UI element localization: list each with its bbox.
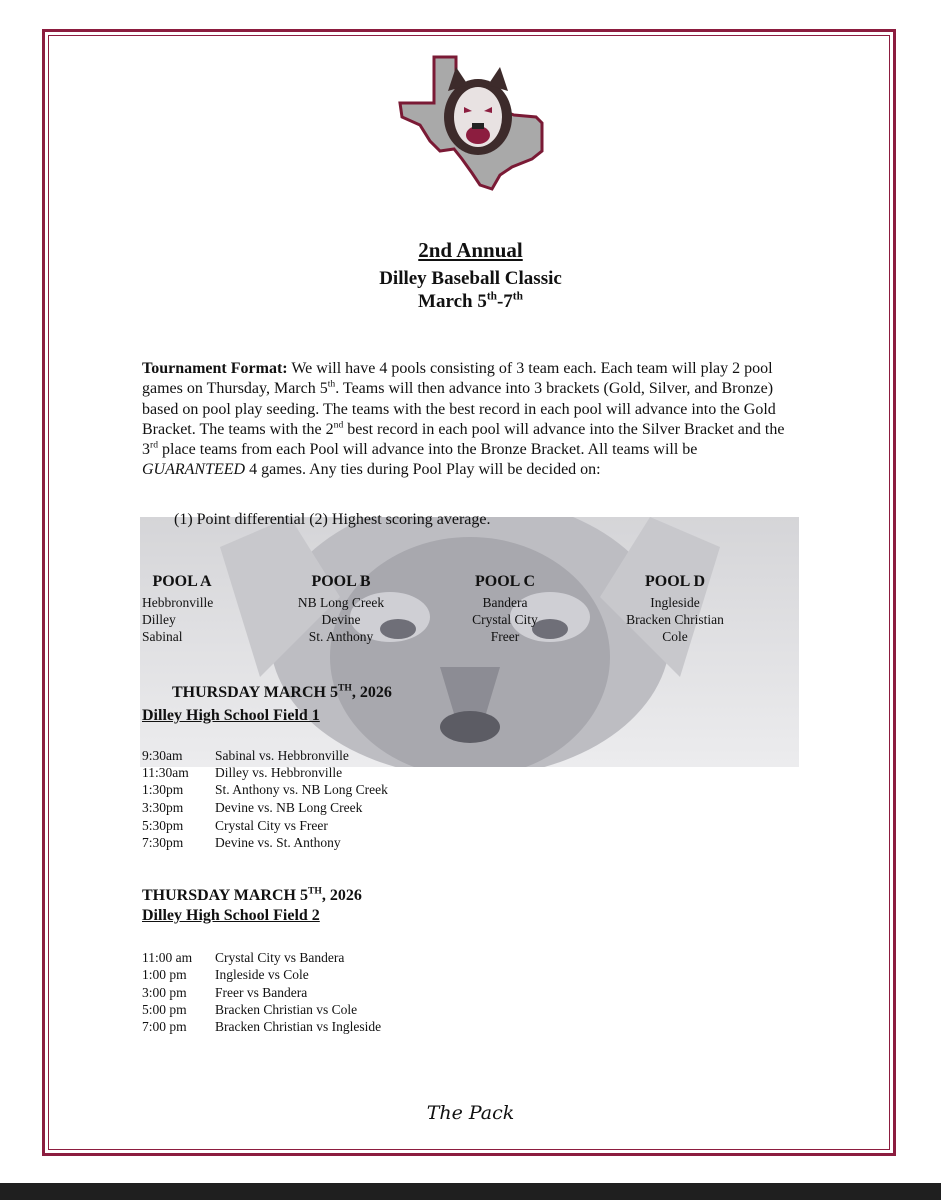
- pool-b-team: Devine: [321, 612, 361, 627]
- pool-d-team: Ingleside: [650, 595, 700, 610]
- pool-c-team: Bandera: [482, 595, 528, 610]
- pool-c-team: Crystal City: [472, 612, 538, 627]
- title-dates: March 5th-7th: [418, 290, 523, 312]
- pool-a-team: Dilley: [142, 612, 176, 627]
- pool-d-team: Bracken Christian: [626, 612, 724, 627]
- field2-day-heading: THURSDAY MARCH 5TH, 2026: [142, 885, 362, 904]
- pool-a-team: Hebbronville: [142, 595, 214, 610]
- signature: The Pack: [426, 1102, 515, 1124]
- pool-c-team: Freer: [490, 629, 520, 644]
- tiebreak-rules: (1) Point differential (2) Highest scoring average.: [174, 511, 491, 528]
- tournament-format-paragraph: Tournament Format: We will have 4 pools consisting of 3 team each. Each team will play 2 pool games on Thursday, March 5th. Teams will then advance into 3 brackets (Gold, Silver, and Bronze) based on pool play seeding. The teams with the best record in each pool will advance into the Gold Bracket. The teams with the 2nd best record in each pool will advance into the Silver Bracket and the 3rd place teams from each Pool will advance into the Bronze Bracket. All teams will be GUARANTEED 4 games. Any ties during Pool Play will be decided on:: [142, 360, 785, 479]
- pool-b-heading: POOL B: [311, 573, 371, 590]
- pool-d-team: Cole: [662, 629, 688, 644]
- texas-wolf-logo: [396, 55, 548, 191]
- title-edition: 2nd Annual: [418, 238, 523, 262]
- field1-day-heading: THURSDAY MARCH 5TH, 2026: [172, 682, 392, 701]
- title-event: Dilley Baseball Classic: [379, 268, 562, 289]
- pool-a-team: Sabinal: [142, 629, 183, 644]
- pool-b-team: St. Anthony: [308, 629, 374, 644]
- pool-d-heading: POOL D: [644, 573, 705, 590]
- pool-c-heading: POOL C: [474, 573, 535, 590]
- field1-heading: Dilley High School Field 1: [142, 707, 320, 724]
- field2-heading: Dilley High School Field 2: [142, 907, 320, 924]
- bottom-bar: [0, 1183, 941, 1200]
- pool-b-team: NB Long Creek: [297, 595, 385, 610]
- pool-a-heading: POOL A: [152, 573, 212, 590]
